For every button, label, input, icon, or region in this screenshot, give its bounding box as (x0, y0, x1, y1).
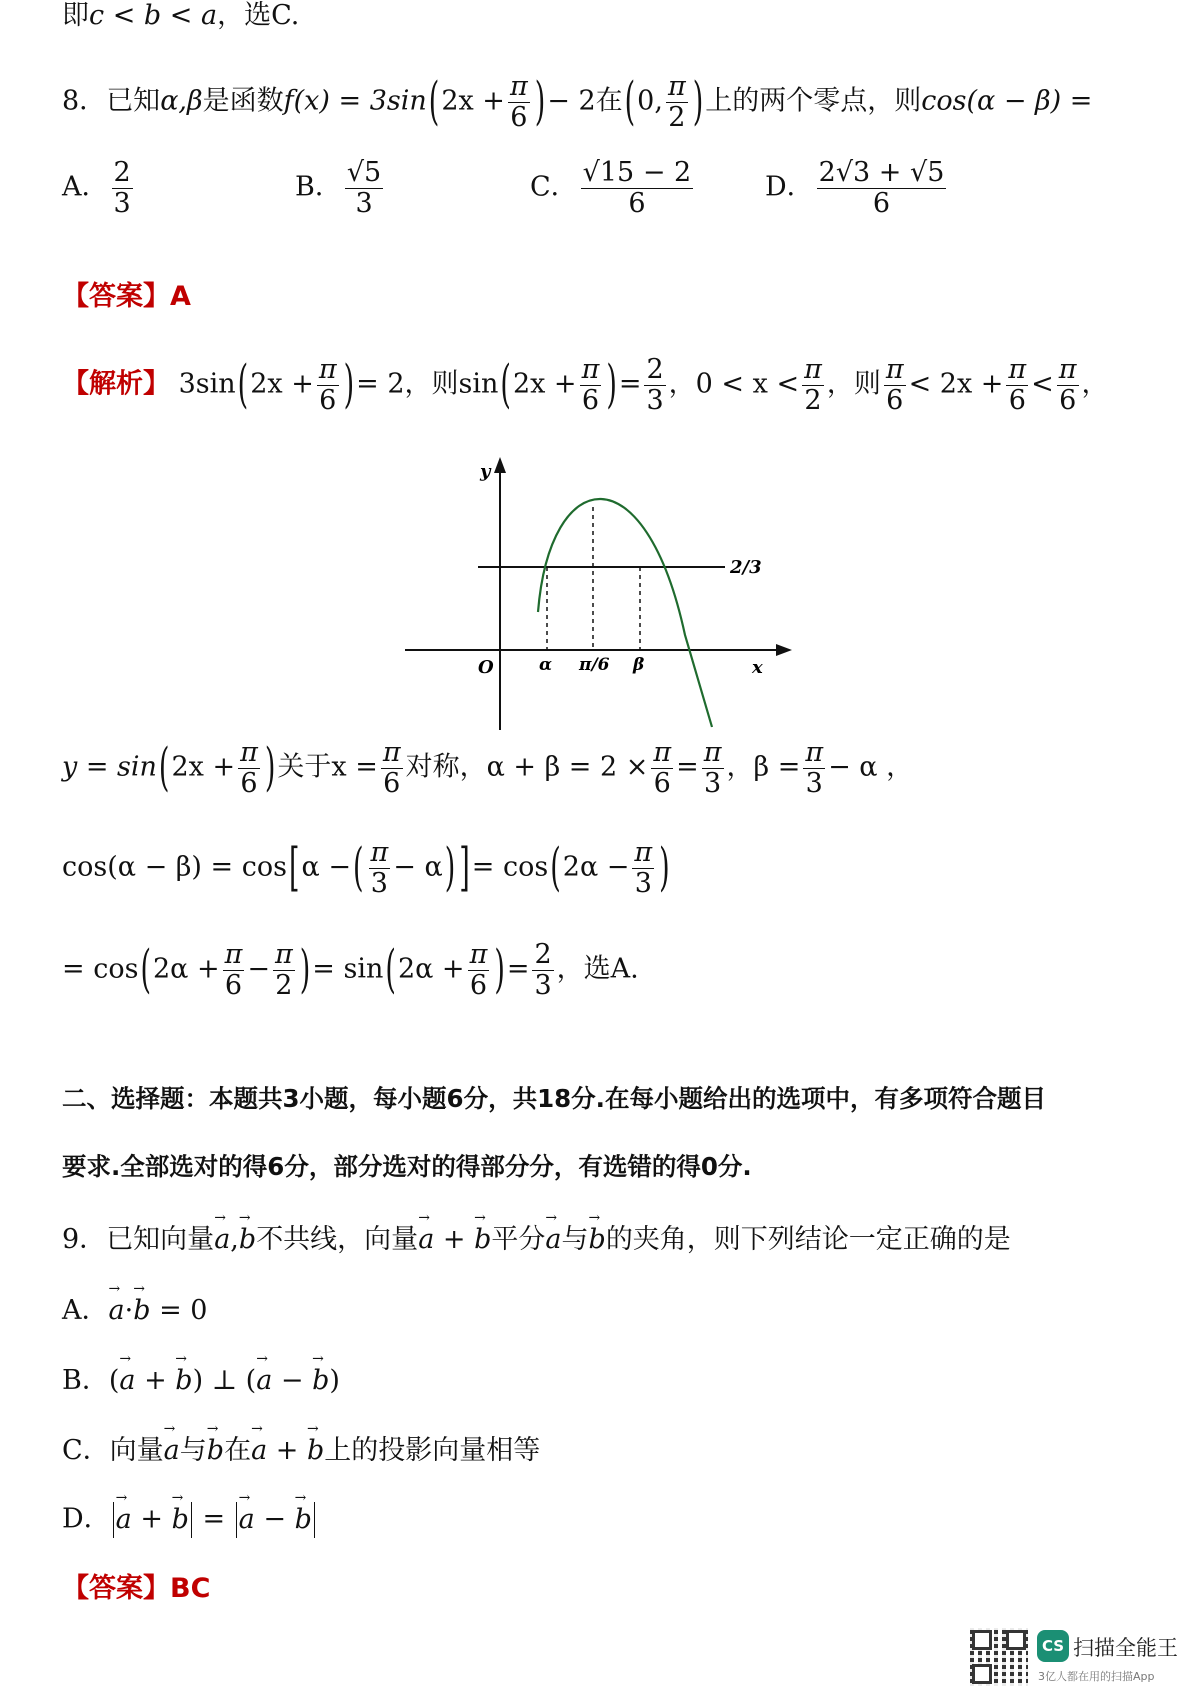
q8-option-d: D． $\frac{2√3 + √5}{6}$ (765, 157, 945, 219)
x-axis-label: x (752, 657, 763, 678)
q8-answer: 【答案】A (62, 281, 191, 312)
tick-beta: β (633, 655, 645, 675)
prev-solution-conclusion: 即c < b < a，选C. (62, 0, 300, 31)
section-2-heading-line-1: 二、选择题：本题共3小题，每小题6分，共18分.在每小题给出的选项中，有多项符合题目 (62, 1084, 1046, 1113)
sine-curve (538, 499, 712, 727)
q8-analysis-line-2: y = sin(2x + $\frac{\pi}{6}$ )关于x = $\frac{\pi}{6}$ 对称，α + β = 2 × $\frac{\pi}{6}$ = $\frac{\pi}{3}$ ，β = $\frac{\pi}{3}$ − α ， (62, 737, 914, 799)
y-axis-arrow (494, 457, 506, 473)
q8-option-c: C． $\frac{√15 - 2}{6}$ (530, 157, 692, 219)
footer-brand: 扫描全能王 (1073, 1636, 1178, 1660)
q9-option-a: A．→ a·→ b = 0 (62, 1297, 207, 1324)
q9-option-c: C．向量→ a与→ b在→ a + → b上的投影向量相等 (62, 1437, 540, 1464)
tick-mid: π/6 (579, 655, 610, 675)
q8-option-b: B． $\frac{√5}{3}$ (295, 157, 382, 219)
footer-tagline: 3亿人都在用的扫描App (1038, 1670, 1155, 1683)
q8-analysis-line-3: cos(α − β) = cos[α −( $\frac{\pi}{3}$ − α) ]= cos(2α − $\frac{\pi}{3}$ ) (62, 837, 670, 899)
tick-alpha: α (539, 655, 553, 675)
q8-option-a: A． $\frac{2}{3}$ (62, 157, 131, 219)
sine-graph (400, 455, 800, 735)
q9-answer: 【答案】BC (62, 1573, 211, 1604)
q9-option-d: D．→ a + → b = → a − → b (62, 1502, 317, 1538)
q8-analysis-line-1: 【解析】 3sin(2x + $\frac{\pi}{6}$ )= 2，则sin(2x + $\frac{\pi}{6}$ )= $\frac{2}{3}$ ，0 < x < $\frac{\pi}{2}$ ，则 $\frac{\pi}{6}$ < 2x + $\frac{\pi}{6}$ < $\frac{\pi}{6}$ ， (62, 354, 1109, 416)
question-8-stem: 8．已知α,β是函数f(x) = 3sin(2x + $\frac{\pi}{6}$ )− 2在(0, $\frac{\pi}{2}$ )上的两个零点，则cos(α − β) = (62, 71, 1093, 133)
level-label: 2/3 (730, 557, 762, 578)
q9-option-b: B．(→ a + → b) ⊥ (→ a − → b) (62, 1367, 340, 1394)
q8-analysis-line-4: = cos(2α + $\frac{\pi}{6}$ − $\frac{\pi}{2}$ )= sin(2α + $\frac{\pi}{6}$ )= $\frac{2}{3}$ ，选A. (62, 939, 639, 1001)
qr-code-icon (970, 1628, 1028, 1686)
y-axis-label: y (480, 461, 491, 482)
question-9-stem: 9．已知向量→ a,→ b不共线，向量→ a + → b平分→ a与→ b的夹角，则下列结论一定正确的是 (62, 1226, 1011, 1253)
origin-label: O (478, 657, 494, 678)
x-axis-arrow (776, 644, 792, 656)
section-2-heading-line-2: 要求.全部选对的得6分，部分选对的得部分分，有选错的得0分. (62, 1152, 752, 1181)
camscanner-logo-icon: CS (1037, 1630, 1069, 1662)
